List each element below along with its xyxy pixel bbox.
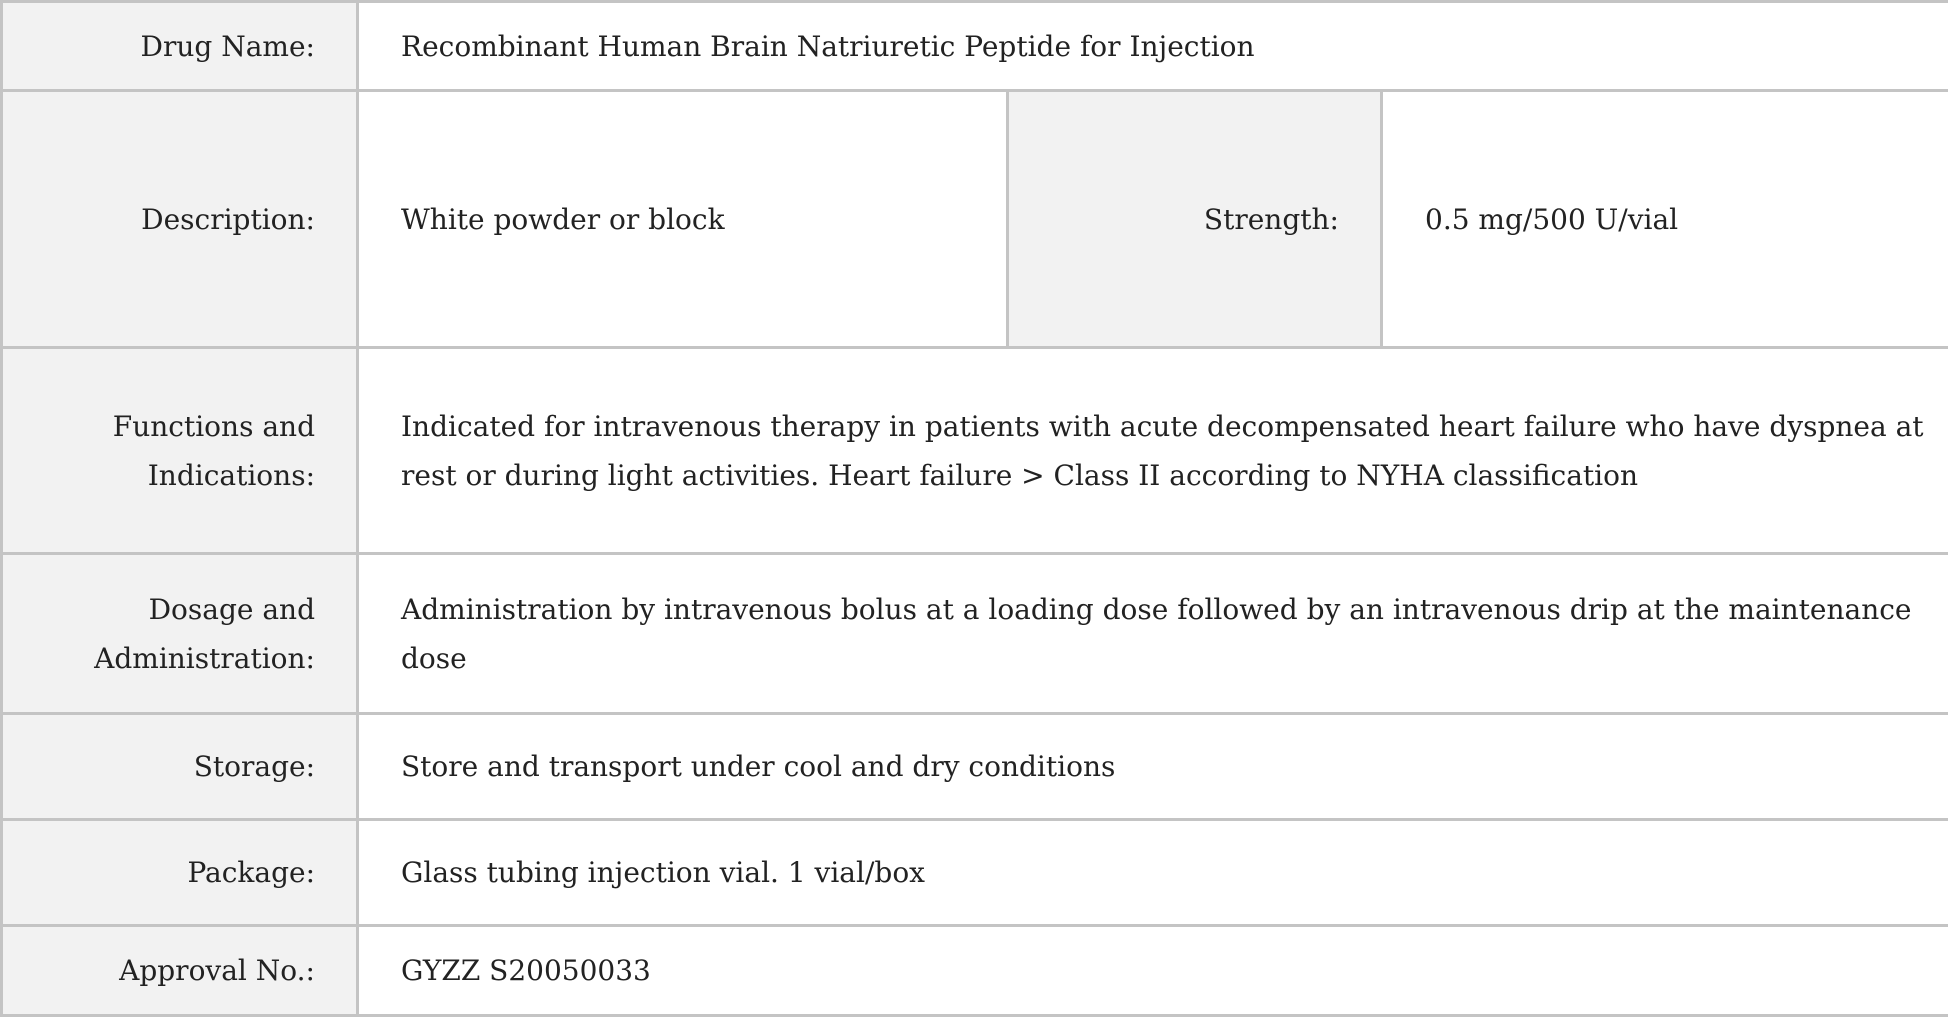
approval-value: GYZZ S20050033 — [358, 926, 1948, 1016]
storage-label: Storage: — [2, 714, 358, 820]
row-functions — [2, 348, 1948, 554]
row-storage — [2, 714, 1948, 820]
functions-label-line2: Indications: — [148, 459, 315, 492]
dosage-label-line2: Administration: — [94, 642, 315, 675]
dosage-value: Administration by intravenous bolus at a loading dose followed by an intravenous drip at the maintenance dose — [358, 554, 1948, 714]
description-value: White powder or block — [358, 91, 1008, 348]
approval-label: Approval No.: — [2, 926, 358, 1016]
functions-label — [2, 348, 358, 554]
dosage-label-line1: Dosage and — [149, 593, 315, 626]
dosage-label — [2, 554, 358, 714]
drug-name-value: Recombinant Human Brain Natriuretic Peptide for Injection — [358, 2, 1948, 91]
strength-label: Strength: — [1008, 91, 1382, 348]
row-dosage — [2, 554, 1948, 714]
description-label: Description: — [2, 91, 358, 348]
strength-value: 0.5 mg/500 U/vial — [1382, 91, 1948, 348]
row-approval — [2, 926, 1948, 1016]
functions-value: Indicated for intravenous therapy in patients with acute decompensated heart failure who have dyspnea at rest or during light activities. Heart failure > Class II according to NYHA classification — [358, 348, 1948, 554]
row-description-strength — [2, 91, 1948, 348]
functions-label-line1: Functions and — [113, 410, 315, 443]
row-drug-name — [2, 2, 1948, 91]
package-label: Package: — [2, 820, 358, 926]
row-package — [2, 820, 1948, 926]
drug-name-label: Drug Name: — [2, 2, 358, 91]
storage-value: Store and transport under cool and dry conditions — [358, 714, 1948, 820]
package-value: Glass tubing injection vial. 1 vial/box — [358, 820, 1948, 926]
